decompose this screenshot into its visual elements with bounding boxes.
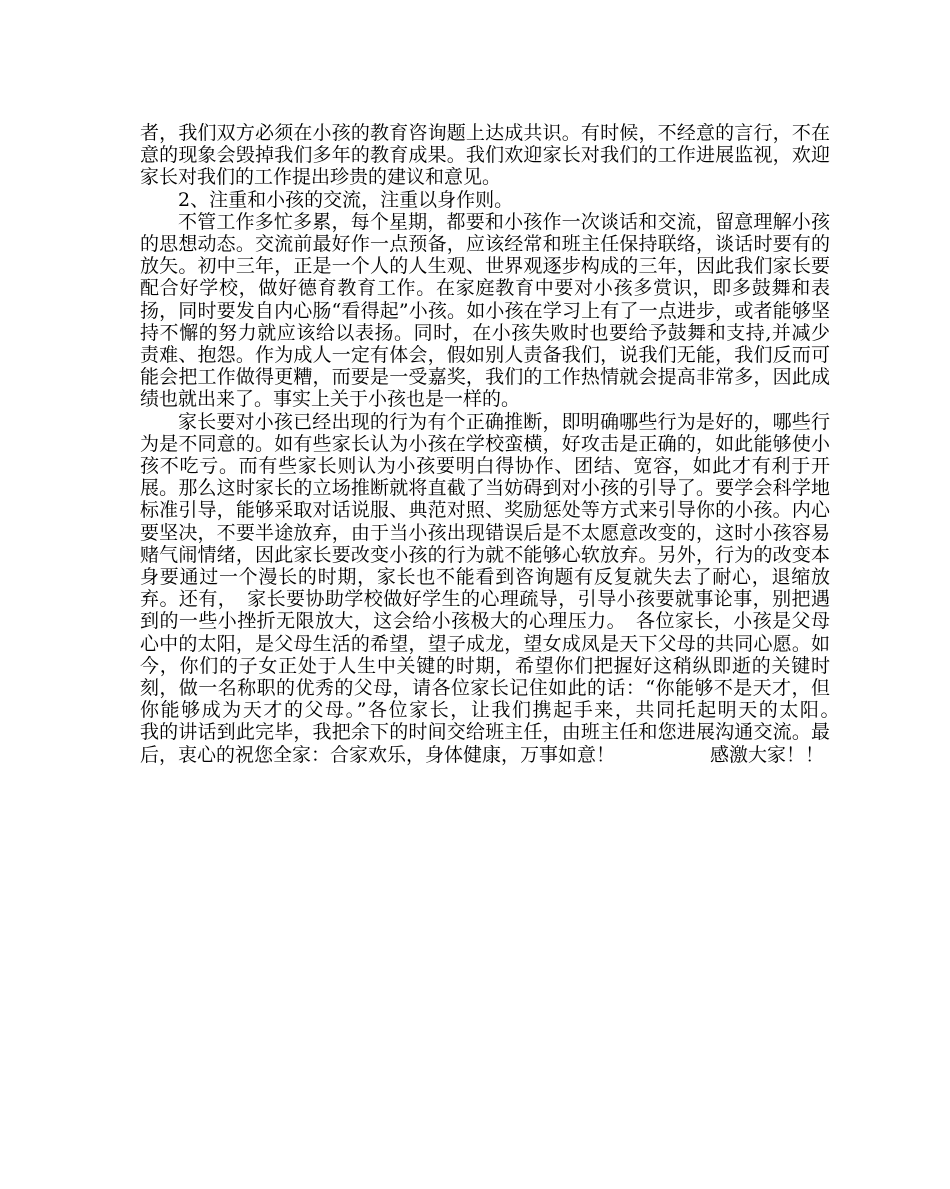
paragraph-intro: 者，我们双方必须在小孩的教育咨询题上达成共识。有时候，不经意的言行，不在意的现象会毁掉我们多年的教育成果。我们欢迎家长对我们的工作进展监视，欢迎家长对我们的工作提出珍贵的建议和意见。: [140, 122, 830, 189]
section-heading: 2、注重和小孩的交流，注重以身作则。: [178, 188, 514, 211]
paragraph-guidance: 家长要对小孩已经出现的行为有个正确推断，即明确哪些行为是好的，哪些行为是不同意的。如有些家长认为小孩在学校蛮横，好攻击是正确的，如此能够使小孩不吃亏。而有些家长则认为小孩要明白得协作、团结、宽容，如此才有利于开展。那么这时家长的立场推断就将直截了当妨碍到对小孩的引导了。要学会科学地标准引导，能够采取对话说服、典范对照、奖励惩处等方式来引导你的小孩。内心要坚决，不要半途放弃，由于当小孩出现错误后是不太愿意改变的，这时小孩容易赌气闹情绪，因此家长要改变小孩的行为就不能够心软放弃。另外，行为的改变本身要通过一个漫长的时期，家长也不能看到咨询题有反复就失去了耐心，退缩放弃。还有， 家长要协助学校做好学生的心理疏导，引导小孩要就事论事，别把遇到的一些小挫折无限放大，这会给小孩极大的心理压力。 各位家长，小孩是父母心中的太阳，是父母生活的希望，望子成龙，望女成凤是天下父母的共同心愿。如今，你们的子女正处于人生中关键的时期，希望你们把握好这稍纵即逝的关键时刻，做一名称职的优秀的父母，请各位家长记住如此的话：“你能够不是天才，但你能够成为天才的父母。”各位家长，让我们携起手来，共同托起明天的太阳。 我的讲话到此完毕，我把余下的时间交给班主任，由班主任和您进展沟通交流。最后，衷心的祝您全家：合家欢乐，身体健康，万事如意！ 感激大家！！: [140, 410, 888, 766]
paragraph-communication: 不管工作多忙多累，每个星期，都要和小孩作一次谈话和交流，留意理解小孩的思想动态。交流前最好作一点预备，应该经常和班主任保持联络，谈话时要有的放矢。初中三年，正是一个人的人生观、世界观逐步构成的三年，因此我们家长要配合好学校，做好德育教育工作。在家庭教育中要对小孩多赏识，即多鼓舞和表扬，同时要发自内心肠“看得起”小孩。如小孩在学习上有了一点进步，或者能够坚持不懈的努力就应该给以表扬。同时，在小孩失败时也要给予鼓舞和支持,并减少责难、抱怨。作为成人一定有体会，假如别人责备我们，说我们无能，我们反而可能会把工作做得更糟，而要是一受嘉奖，我们的工作热情就会提高非常多，因此成绩也就出来了。事实上关于小孩也是一样的。: [140, 210, 830, 411]
document-page: [140, 122, 888, 766]
